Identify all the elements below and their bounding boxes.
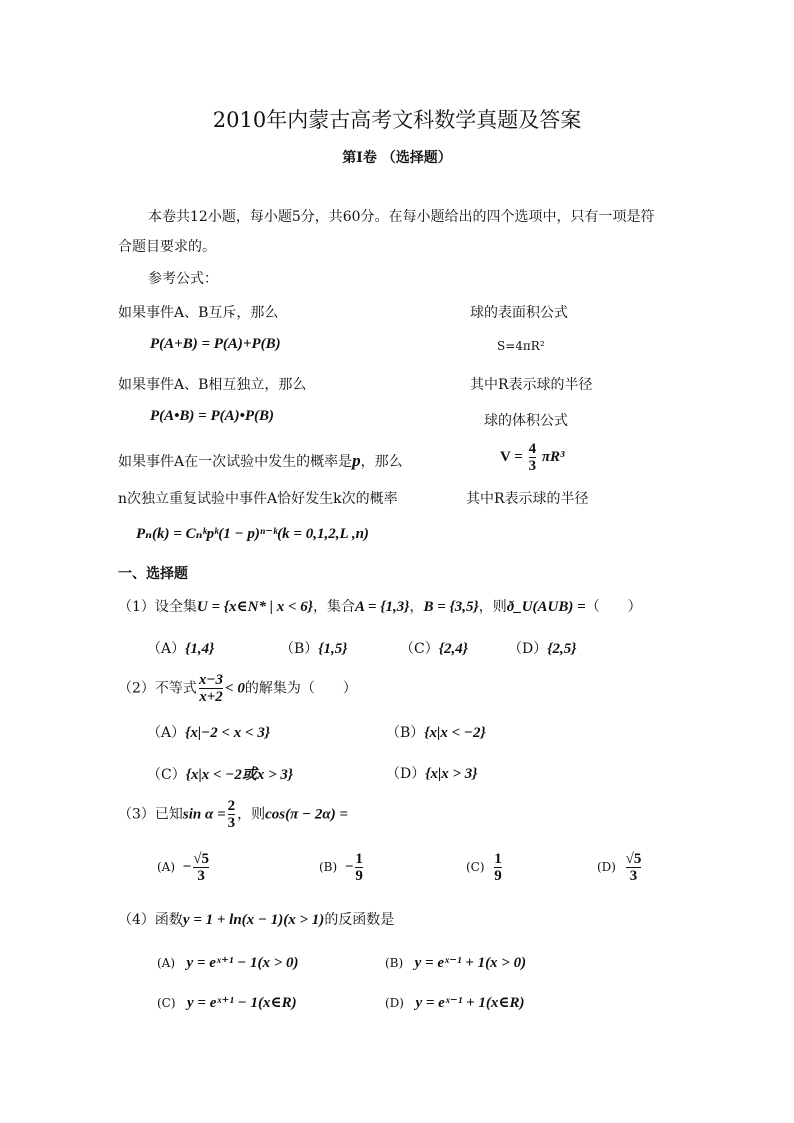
option-fraction bbox=[355, 851, 363, 884]
option-value: {2,5} bbox=[547, 641, 577, 657]
q1-option-b bbox=[280, 638, 348, 658]
volume-rhs: πR³ bbox=[541, 448, 565, 465]
q4-option-d bbox=[385, 993, 524, 1012]
option-label: （D） bbox=[386, 766, 426, 782]
option-label: （C） bbox=[400, 641, 439, 657]
q4-text-b: 的反函数是 bbox=[324, 912, 395, 928]
sphere-radius-note-2: 其中R表示球的半径 bbox=[466, 491, 589, 507]
option-numerator: 1 bbox=[355, 851, 363, 867]
q3-denominator: 3 bbox=[227, 815, 236, 831]
option-value: y = eˣ⁻¹ + 1(x∈R) bbox=[415, 995, 525, 1011]
q2-option-d bbox=[386, 763, 478, 783]
option-numerator: √5 bbox=[193, 851, 209, 867]
question-2 bbox=[118, 672, 357, 705]
q2-option-c bbox=[147, 763, 293, 784]
formula-exclusive: P(A+B) = P(A)+P(B) bbox=[150, 336, 281, 352]
option-label: (C) bbox=[157, 996, 176, 1010]
formula-binomial: Pₙ(k) = Cₙᵏpᵏ(1 − p)ⁿ⁻ᵏ(k = 0,1,2,L ,n) bbox=[136, 526, 369, 542]
sphere-volume-formula bbox=[500, 441, 565, 474]
q1-text-d: ，则 bbox=[478, 599, 507, 615]
option-label: （B） bbox=[386, 725, 425, 741]
option-value: {x|−2 < x < 3} bbox=[185, 725, 271, 741]
option-label: （A） bbox=[147, 725, 186, 741]
option-value: {1,5} bbox=[318, 641, 348, 657]
option-fraction bbox=[193, 851, 209, 884]
option-label: (D) bbox=[597, 860, 616, 874]
volume-denominator: 3 bbox=[528, 458, 537, 474]
option-label: （C） bbox=[147, 767, 186, 783]
q3-option-b bbox=[319, 851, 365, 884]
q3-fraction bbox=[228, 798, 236, 831]
option-value: {2,4} bbox=[438, 641, 468, 657]
option-label: (C) bbox=[466, 860, 485, 874]
volume-lhs: V = bbox=[500, 448, 523, 465]
q2-numerator: x−3 bbox=[198, 672, 224, 688]
q2-math-inequality: < 0 bbox=[225, 680, 245, 697]
q2-option-b bbox=[386, 722, 486, 742]
q1-text-e: （ ） bbox=[585, 599, 642, 615]
q2-fraction bbox=[199, 672, 223, 705]
formula-text-binomial: n次独立重复试验中事件A恰好发生k次的概率 bbox=[118, 491, 398, 507]
q3-option-a bbox=[157, 851, 211, 884]
q3-text-a: （3）已知 bbox=[118, 806, 183, 823]
option-value: {x|x < −2或x > 3} bbox=[185, 767, 294, 783]
q2-option-a bbox=[147, 722, 270, 742]
q1-option-a bbox=[147, 638, 214, 658]
option-value: y = eˣ⁺¹ − 1(x > 0) bbox=[186, 955, 299, 971]
option-label: （A） bbox=[147, 641, 186, 657]
sphere-surface-heading: 球的表面积公式 bbox=[470, 305, 568, 321]
question-4 bbox=[118, 909, 394, 929]
q4-math-function: y = 1 + ln(x − 1)(x > 1) bbox=[182, 912, 325, 928]
question-3 bbox=[118, 798, 348, 831]
q3-text-b: ，则 bbox=[237, 806, 266, 823]
sphere-radius-note-1: 其中R表示球的半径 bbox=[470, 377, 593, 393]
q2-denominator: x+2 bbox=[199, 689, 223, 705]
formula-text-probability bbox=[118, 451, 403, 471]
option-denominator: 9 bbox=[494, 868, 502, 884]
section-heading-choice: 一、选择题 bbox=[118, 566, 188, 582]
formula-independent: P(A•B) = P(A)•P(B) bbox=[150, 408, 275, 424]
option-value: y = eˣ⁻¹ + 1(x > 0) bbox=[414, 955, 527, 971]
intro-line-1: 本卷共12小题，每小题5分，共60分。在每小题给出的四个选项中，只有一项是符 bbox=[148, 209, 655, 225]
q4-text-a: （4）函数 bbox=[118, 912, 183, 928]
option-value: y = eˣ⁺¹ − 1(x∈R) bbox=[187, 995, 297, 1011]
formula-text-independent: 如果事件A、B相互独立，那么 bbox=[118, 377, 307, 393]
q2-text-a: （2）不等式 bbox=[118, 680, 197, 697]
option-label: （D） bbox=[508, 641, 548, 657]
page-title: 2010年内蒙古高考文科数学真题及答案 bbox=[212, 108, 582, 132]
q1-math-universal-set: U = {x∈N* | x < 6} bbox=[196, 599, 314, 615]
volume-fraction bbox=[529, 441, 537, 474]
option-label: (B) bbox=[319, 860, 338, 874]
option-fraction bbox=[494, 851, 502, 884]
option-sign: − bbox=[182, 859, 192, 875]
option-label: (D) bbox=[385, 996, 404, 1010]
question-1 bbox=[118, 596, 642, 616]
option-sign: − bbox=[344, 859, 354, 875]
q4-option-b bbox=[385, 953, 526, 972]
q1-text-c: ， bbox=[409, 599, 424, 615]
option-denominator: 9 bbox=[355, 868, 363, 884]
q3-option-c bbox=[466, 851, 504, 884]
q1-option-d bbox=[508, 638, 576, 658]
q3-numerator: 2 bbox=[227, 798, 236, 814]
q4-option-c bbox=[157, 993, 297, 1012]
formula-text-probability-a: 如果事件A在一次试验中发生的概率是 bbox=[118, 454, 353, 470]
q1-math-set-b: B = {3,5} bbox=[423, 599, 479, 615]
reference-heading: 参考公式： bbox=[148, 271, 218, 287]
sphere-volume-heading: 球的体积公式 bbox=[484, 413, 568, 429]
q1-math-set-a: A = {1,3} bbox=[355, 599, 410, 615]
option-label: (A) bbox=[157, 860, 176, 874]
q4-option-a bbox=[157, 953, 299, 972]
intro-line-2: 合题目要求的。 bbox=[118, 239, 216, 255]
option-fraction bbox=[626, 851, 642, 884]
q1-text-b: ，集合 bbox=[313, 599, 356, 615]
option-numerator: √5 bbox=[625, 851, 642, 867]
q2-text-b: 的解集为（ ） bbox=[244, 680, 357, 697]
q1-option-c bbox=[400, 638, 468, 658]
volume-numerator: 4 bbox=[528, 441, 537, 457]
option-denominator: 3 bbox=[193, 867, 209, 884]
option-label: (B) bbox=[385, 956, 404, 970]
formula-text-probability-b: ，那么 bbox=[360, 454, 403, 470]
option-denominator: 3 bbox=[626, 867, 642, 884]
option-label: (A) bbox=[157, 956, 176, 970]
sphere-surface-formula: S=4πR² bbox=[497, 339, 545, 353]
q3-option-d bbox=[597, 851, 643, 884]
option-value: {x|x > 3} bbox=[425, 766, 478, 782]
formula-text-exclusive: 如果事件A、B互斥，那么 bbox=[118, 305, 279, 321]
probability-p: p bbox=[352, 451, 361, 470]
q3-math-sin: sin α = bbox=[182, 806, 226, 823]
option-label: （B） bbox=[280, 641, 319, 657]
q1-text-a: （1）设全集 bbox=[118, 599, 197, 615]
option-numerator: 1 bbox=[494, 851, 502, 867]
option-value: {x|x < −2} bbox=[424, 725, 486, 741]
option-value: {1,4} bbox=[185, 641, 215, 657]
section-subtitle: 第Ⅰ卷 （选择题） bbox=[342, 150, 452, 166]
q1-math-complement: ð_U(AUB) = bbox=[506, 599, 586, 615]
q3-math-cos: cos(π − 2α) = bbox=[265, 806, 348, 823]
